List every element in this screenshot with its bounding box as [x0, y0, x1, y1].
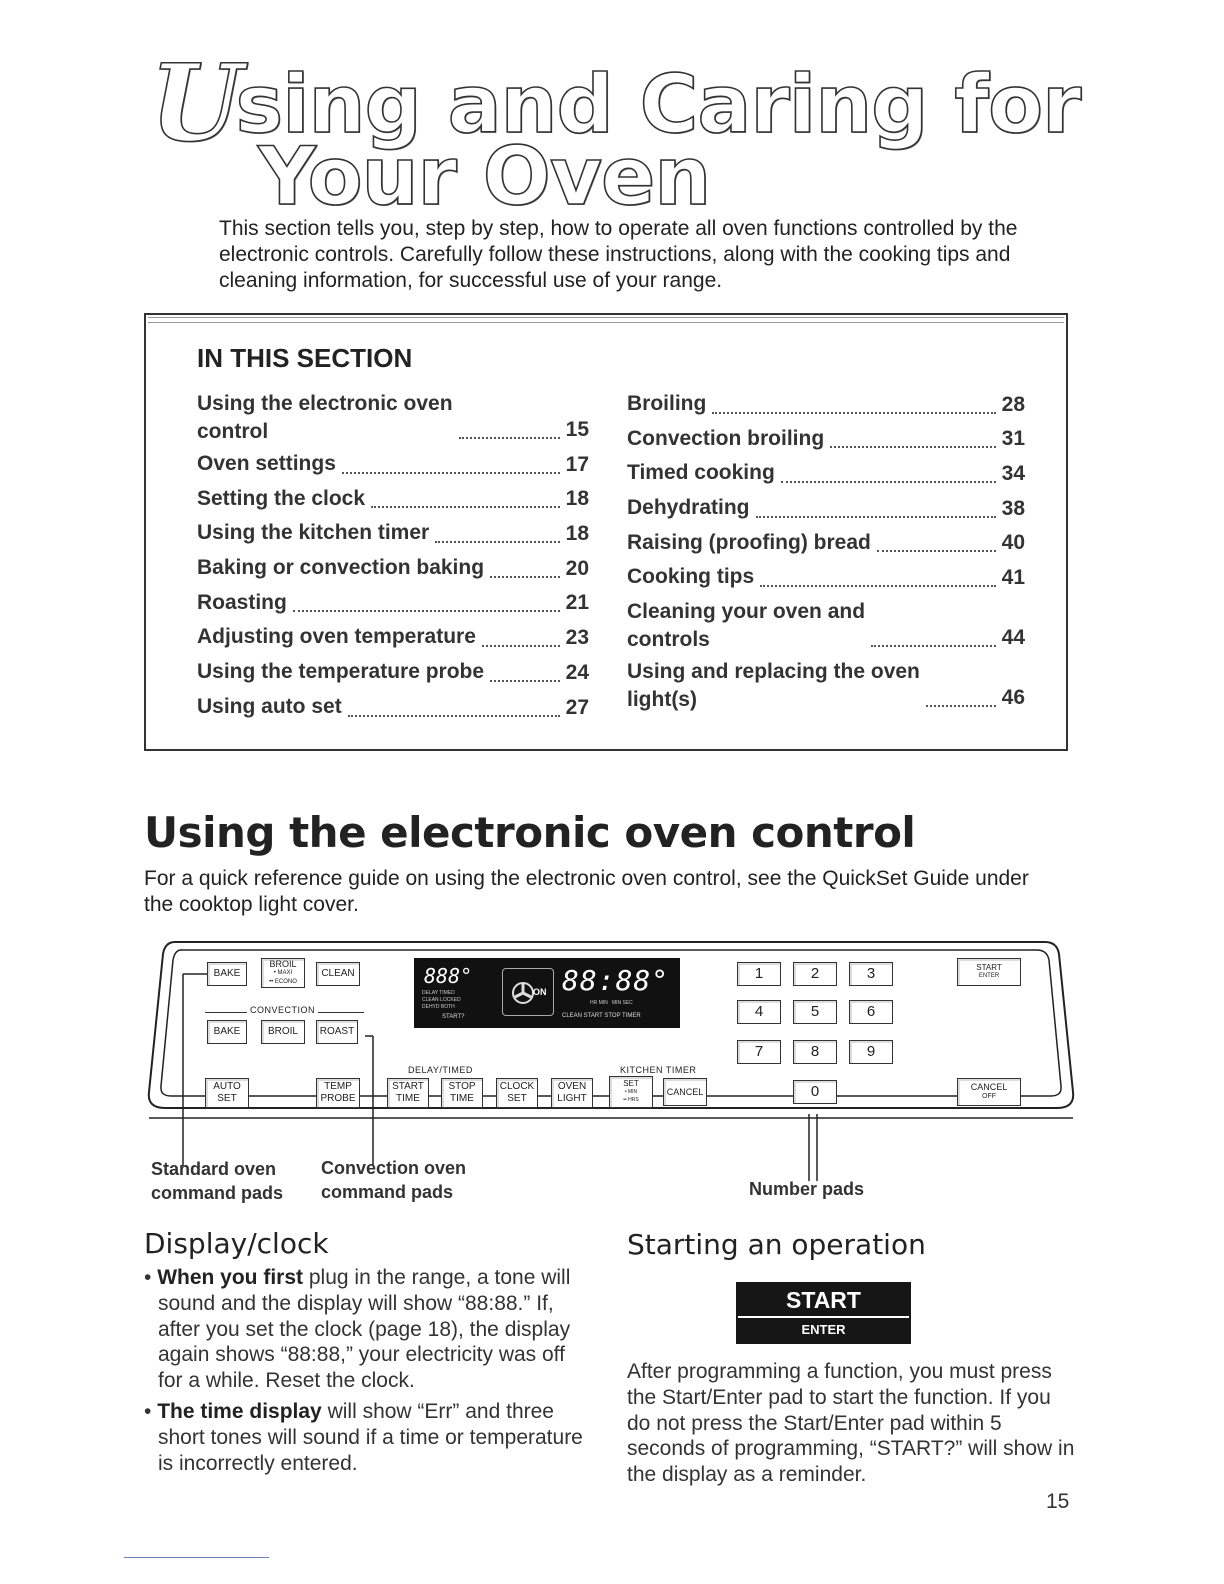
timer-set-hrs: •• HRS: [623, 1097, 639, 1103]
toc-entry-label: Cleaning your oven and: [627, 600, 866, 624]
footer-rule: [124, 1557, 269, 1558]
toc-leader: [348, 697, 560, 717]
toc-leader: [712, 394, 995, 414]
title-initial: U: [150, 40, 242, 165]
auto-set-pad[interactable]: [205, 1078, 249, 1108]
number-pad-0[interactable]: 0: [793, 1080, 837, 1104]
toc-entry-label: Broiling: [627, 392, 707, 415]
display-bottom-flags: CLEAN START STOP TIMER: [562, 1013, 641, 1019]
kitchen-timer-cancel-pad[interactable]: CANCEL: [663, 1078, 707, 1106]
toc-entry-label: Convection broiling: [627, 426, 825, 450]
toc-entry-label: Using the kitchen timer: [197, 521, 430, 545]
number-pad-1[interactable]: 1: [737, 962, 781, 986]
start-time-pad-line2: TIME: [396, 1093, 420, 1104]
toc-leader: [926, 687, 996, 707]
toc-entry-label: Using and replacing the oven: [627, 660, 920, 684]
callout-convection-line2: command pads: [321, 1182, 454, 1202]
number-pad-9[interactable]: 9: [849, 1040, 893, 1064]
toc-leader: [756, 498, 996, 518]
title-line1-text: sing and Caring for: [235, 58, 1081, 151]
number-pad-8[interactable]: 8: [793, 1040, 837, 1064]
toc-entry-page: 23: [565, 626, 589, 650]
display-start-flag: START?: [442, 1014, 465, 1020]
toc-leader: [459, 419, 560, 439]
timer-set-min: • MIN: [624, 1089, 638, 1095]
clock-set-pad[interactable]: [496, 1078, 538, 1108]
display-left-flags: [422, 990, 472, 1011]
toc-right-column: [627, 390, 1025, 718]
number-pad-3[interactable]: 3: [849, 962, 893, 986]
toc-entry-label: Dehydrating: [627, 496, 750, 520]
toc-entry-label: Adjusting oven temperature: [197, 625, 476, 649]
starting-operation-heading: Starting an operation: [627, 1228, 926, 1261]
toc-entry-page: 15: [565, 418, 589, 441]
toc-entry[interactable]: [197, 554, 589, 589]
toc-leader: [490, 558, 560, 578]
temp-probe-pad-line2: PROBE: [320, 1093, 356, 1104]
toc-entry[interactable]: [627, 529, 1025, 564]
toc-entry-label: Using the temperature probe: [197, 660, 485, 684]
toc-leader: [435, 523, 559, 543]
toc-entry-page: 41: [1001, 566, 1025, 590]
auto-set-pad-line2: SET: [217, 1093, 237, 1104]
toc-entry-page: 24: [565, 660, 589, 684]
number-pad-7[interactable]: 7: [737, 1040, 781, 1064]
toc-entry-label-cont: control: [197, 420, 269, 443]
toc-entry-label-cont: light(s): [627, 688, 697, 712]
convection-bracket-left: [205, 1012, 247, 1013]
broil-pad-label: BROIL: [269, 958, 297, 969]
toc-entry-label: Using auto set: [197, 694, 342, 718]
toc-leader: [342, 454, 560, 474]
toc-entry-page: 21: [565, 591, 589, 615]
start-time-pad-line1: START: [392, 1081, 424, 1092]
cancel-pad-label: CANCEL: [970, 1082, 1008, 1092]
stop-time-pad-line1: STOP: [448, 1081, 476, 1092]
toc-leader: [293, 592, 560, 612]
toc-entry-page: 27: [565, 695, 589, 719]
temp-probe-pad[interactable]: [316, 1078, 360, 1108]
toc-entry-label: Baking or convection baking: [197, 556, 485, 580]
enter-illustration-label: ENTER: [801, 1322, 846, 1337]
bake-pad[interactable]: BAKE: [207, 962, 247, 986]
toc-entry-page: 46: [1001, 686, 1025, 710]
toc-entry[interactable]: [627, 459, 1025, 494]
start-illustration-label: START: [786, 1287, 861, 1313]
clock-set-pad-line2: SET: [507, 1093, 527, 1104]
toc-entry-page: 17: [565, 452, 589, 476]
enter-pad-label: ENTER: [978, 973, 1000, 979]
oven-display: [414, 958, 680, 1028]
toc-entry-label: Using the electronic oven: [197, 392, 453, 415]
toc-entry-page: 44: [1001, 626, 1025, 650]
toc-entry-label-cont: controls: [627, 628, 710, 652]
intro-paragraph: This section tells you, step by step, how to operate all oven functions controlled by the electronic controls. Carefully follow these instructions, along with the cooking tips and cleaning information, for successful use of your range.: [219, 217, 1018, 292]
display-on-indicator: ON: [533, 987, 547, 997]
page-title-line2: Your Oven: [258, 130, 711, 223]
convection-broil-pad[interactable]: BROIL: [261, 1020, 305, 1044]
toc-entry[interactable]: [197, 390, 589, 450]
toc-entry-page: 34: [1001, 462, 1025, 486]
number-pad-4[interactable]: 4: [737, 1000, 781, 1024]
toc-entry[interactable]: [627, 563, 1025, 598]
oven-light-pad-line2: LIGHT: [557, 1093, 587, 1104]
toc-entry[interactable]: [197, 693, 589, 728]
toc-entry[interactable]: [627, 494, 1025, 529]
toc-entry-label: Timed cooking: [627, 461, 775, 485]
fan-icon: [502, 968, 554, 1016]
callout-standard-line2: command pads: [151, 1183, 284, 1203]
bullet-text: will show “Err” and three short tones will sound if a time or temperature is incorrectly entered.: [158, 1399, 583, 1475]
toc-leader: [482, 627, 560, 647]
convection-bracket-right: [318, 1012, 364, 1013]
page-number: 15: [1046, 1490, 1070, 1513]
stop-time-pad[interactable]: [441, 1078, 483, 1108]
toc-entry[interactable]: [197, 623, 589, 658]
display-clock: 88:88°: [562, 964, 670, 997]
number-pad-5[interactable]: 5: [793, 1000, 837, 1024]
bullet-lead: The time display: [157, 1399, 322, 1423]
toc-entry[interactable]: [627, 425, 1025, 460]
toc-entry[interactable]: [197, 658, 589, 693]
toc-entry[interactable]: [197, 589, 589, 624]
toc-leader: [490, 662, 560, 682]
clean-pad[interactable]: CLEAN: [316, 962, 360, 986]
callout-standard-oven: [151, 1157, 283, 1205]
toc-leader: [760, 567, 995, 587]
bullet-lead: When you first: [157, 1266, 304, 1289]
broil-pad-maxi: • MAXI: [273, 969, 293, 976]
toc-leader: [871, 627, 996, 647]
starting-operation-body: After programming a function, you must press the Start/Enter pad to start the function. If you do not press the Start/Enter pad within 5 seconds of programming, “START?” will show in the display as a reminder.: [627, 1360, 1075, 1487]
toc-leader: [781, 463, 996, 483]
toc-entry[interactable]: [627, 598, 1025, 658]
toc-entry-page: 20: [565, 556, 589, 580]
toc-entry-label: Setting the clock: [197, 486, 366, 510]
toc-entry-page: 31: [1001, 427, 1025, 451]
toc-leader: [830, 428, 995, 448]
broil-pad[interactable]: [261, 958, 305, 988]
toc-entry-label: Raising (proofing) bread: [627, 530, 871, 554]
toc-entry[interactable]: [197, 450, 589, 485]
callout-number-pads: Number pads: [749, 1179, 865, 1199]
toc-entry[interactable]: [197, 519, 589, 554]
convection-group-label: CONVECTION: [250, 1005, 316, 1015]
bullet-text: plug in the range, a tone will sound and the display will show “88:88.” If, after you set the clock (page 18), the display again shows “88:88,” your electricity was off for a while. Reset the clock.: [158, 1266, 571, 1393]
display-clock-heading: Display/clock: [144, 1227, 329, 1260]
display-flag: DELAY TIMED: [422, 990, 455, 996]
clock-set-pad-line1: CLOCK: [499, 1081, 535, 1092]
toc-entry-page: 18: [565, 522, 589, 546]
toc-entry-label: Oven settings: [197, 452, 336, 475]
temp-probe-pad-line1: TEMP: [324, 1081, 352, 1092]
kitchen-timer-group-label: KITCHEN TIMER: [620, 1065, 697, 1075]
toc-entry-page: 40: [1001, 531, 1025, 555]
oven-light-pad[interactable]: [551, 1078, 593, 1108]
toc-entry-page: 28: [1001, 392, 1025, 416]
toc-leader: [371, 488, 560, 508]
delay-timed-group-label: DELAY/TIMED: [408, 1065, 473, 1075]
timer-set-label: SET: [623, 1079, 639, 1088]
toc-entry[interactable]: [627, 390, 1025, 425]
display-flag: DEHYD BOTH: [422, 1004, 455, 1010]
cancel-off-pad[interactable]: [957, 1078, 1021, 1106]
toc-entry[interactable]: [627, 658, 1025, 718]
section-title: Using the electronic oven control: [144, 808, 916, 857]
convection-bake-pad[interactable]: BAKE: [207, 1020, 247, 1044]
toc-entry-label: Cooking tips: [627, 565, 755, 589]
bullet-item: • When you first plug in the range, a tone will sound and the display will show “88:88.” If, after you set the clock (page 18), the display again shows “88:88,” your electricity was off for a while. Reset the clock.: [144, 1266, 571, 1393]
toc-entry[interactable]: [197, 485, 589, 520]
callout-convection-oven: [321, 1156, 466, 1204]
bullet-item: • The time display will show “Err” and three short tones will sound if a time or temperature is incorrectly entered.: [144, 1399, 583, 1475]
display-flag: CLEAN LOCKED: [422, 997, 461, 1003]
start-enter-illustration: [736, 1282, 911, 1344]
section-intro: For a quick reference guide on using the electronic oven control, see the QuickSet Guide under the cooktop light cover.: [144, 867, 1029, 916]
broil-pad-econo: •• ECONO: [269, 978, 297, 985]
auto-set-pad-line1: AUTO: [213, 1081, 241, 1092]
start-enter-pad[interactable]: [957, 958, 1021, 986]
stop-time-pad-line2: TIME: [450, 1093, 474, 1104]
number-pad-6[interactable]: 6: [849, 1000, 893, 1024]
kitchen-timer-set-pad[interactable]: [609, 1076, 653, 1108]
display-clock-body: [144, 1265, 594, 1481]
convection-roast-pad[interactable]: ROAST: [316, 1020, 358, 1044]
toc-entry-page: 38: [1001, 496, 1025, 520]
toc-entry-label: Roasting: [197, 590, 287, 614]
toc-entry-page: 18: [565, 487, 589, 511]
callout-convection-line1: Convection oven: [321, 1158, 467, 1178]
display-clock-flags: HR MIN MIN SEC: [590, 1000, 633, 1006]
display-temp: 888°: [424, 964, 473, 988]
start-pad-label: START: [976, 963, 1002, 972]
off-pad-label: OFF: [982, 1093, 996, 1100]
toc-left-column: [197, 390, 589, 728]
number-pad-2[interactable]: 2: [793, 962, 837, 986]
start-time-pad[interactable]: [387, 1078, 429, 1108]
callout-standard-line1: Standard oven: [151, 1159, 277, 1179]
toc-heading: IN THIS SECTION: [197, 343, 413, 373]
oven-light-pad-line1: OVEN: [557, 1081, 587, 1092]
toc-leader: [877, 532, 996, 552]
